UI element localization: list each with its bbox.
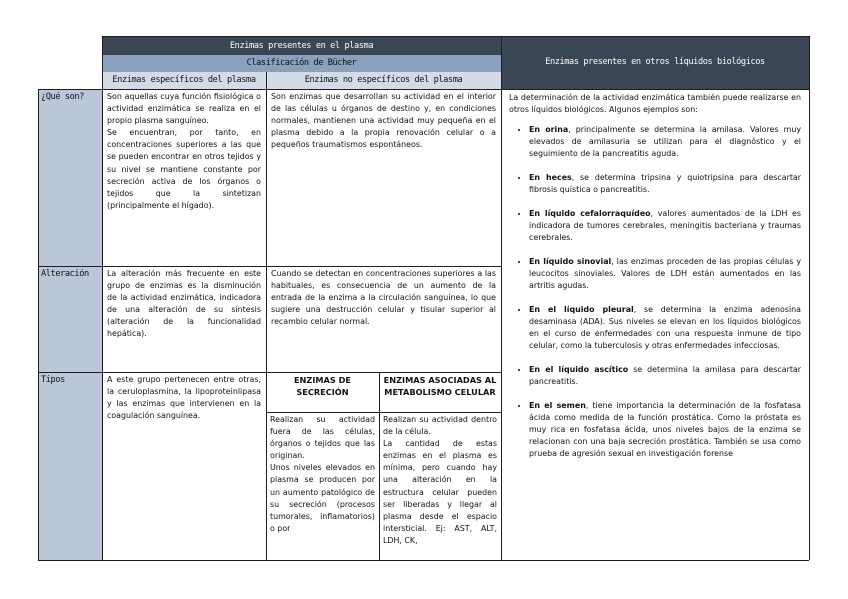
alteracion-non-specific-cell (266, 266, 501, 372)
other-fluids-header (501, 37, 809, 89)
list-item: • En el líquido pleural, se determina la enzima adenosina desaminasa (ADA). Sus niveles se elevan en los líquidos biológicos en el curso de enfermedades con una respuesta inmune de tipo celular, como la tuberculosis y otras enfermedades infecciosas. (529, 304, 801, 352)
que-son-non-specific-text: Son enzimas que desarrollan su actividad en el interior de las células u órganos de destino y, en condiciones normales, mantienen una actividad muy pequeña en el plasma debido a la propia renovación celular o a pequeños traumatismos espontáneos. (271, 92, 496, 150)
list-item: • En el semen, tiene importancia la determinación de la fosfatasa ácida como medida de la función prostática. Como la próstata es muy rica en fosfatasa ácida, unos niveles bajos de la enzima se relacionan con una baja secreción prostática. También se usa como prueba de agresión sexual en investigación forense (529, 400, 801, 460)
list-item: • En líquido cefalorraquídeo, valores aumentados de la LDH es indicadora de tumores cerebrales, meningitis bacteriana y traumas cerebrales. (529, 208, 801, 244)
grid-line-label-sep (102, 36, 103, 560)
list-item: • En líquido sinovial, las enzimas proceden de las propias células y leucocitos sinoviales. Valores de LDH están aumentados en las artritis agudas. (529, 256, 801, 292)
alteracion-specific-cell (102, 266, 266, 372)
classification-title: Clasificación de Bücher (246, 58, 357, 68)
secretion-cell (266, 412, 379, 560)
metabolism-p2: La cantidad de estas enzimas en el plasma es mínima, pero cuando hay una alteración en la estructura celular pueden ser liberadas y llegar al plasma desde el espacio intersticial. Ej: AST, ALT, LDH, CK, (383, 439, 497, 545)
tipos-specific-text: A este grupo pertenecen entre otras, la ceruloplasmina, la lipoproteinlipasa y las enzimas que intervienen en la coagulación sanguínea. (107, 375, 261, 421)
metabolism-p1: Realizan su actividad dentro de la célula. (383, 415, 497, 437)
que-son-non-specific-cell (266, 89, 501, 266)
plasma-title: Enzimas presentes en el plasma (229, 41, 374, 51)
row-label-que-son: ¿Qué son? (38, 89, 102, 266)
other-fluids-list (509, 124, 801, 460)
list-item: • En heces, se determina tripsina y quiotripsina para descartar fibrosis quística o pancreatitis. (529, 172, 801, 196)
grid-line-row1 (38, 266, 501, 267)
metabolism-cell (379, 412, 501, 560)
grid-line-left (38, 89, 39, 560)
specific-title: Enzimas específicos del plasma (112, 75, 256, 85)
other-fluids-intro: La determinación de la actividad enzimática también puede realizarse en otros líquidos biológicos. Algunos ejemplos son: (509, 93, 801, 114)
row-label-tipos: Tipos (38, 372, 102, 560)
secretion-p2: Unos niveles elevados en plasma se producen por un aumento patológico de su secreción (procesos tumorales, inflamatorios) o por (270, 463, 375, 533)
grid-line-top (102, 36, 809, 37)
specific-header (102, 72, 266, 89)
list-item: • En orina, principalmente se determina la amilasa. Valores muy elevados de amilasuria se utilizan para el diagnóstico y el seguimiento de la pancreatitis aguda. (529, 124, 801, 160)
secretion-p1: Realizan su actividad fuera de las células, órganos o tejidos que las originan. (270, 415, 375, 461)
grid-line-right-sep (501, 36, 502, 560)
grid-line-subheader (266, 412, 501, 413)
alteracion-specific-text: La alteración más frecuente en este grupo de enzimas es la disminución de la actividad enzimática, indicadora de una alteración de su síntesis (alteración de la funcionalidad hepática). (107, 269, 261, 339)
tipos-specific-cell (102, 372, 266, 560)
alteracion-non-specific-text: Cuando se detectan en concentraciones superiores a las habituales, es consecuencia de un aumento de la entrada de la enzima a la circulación sanguínea, lo que sugiere una destrucción celular y tisular superior al recambio celular normal. (271, 269, 496, 327)
metabolism-header: ENZIMAS ASOCIADAS AL METABOLISMO CELULAR (383, 375, 497, 397)
que-son-specific-cell (102, 89, 266, 266)
list-item: • En el líquido ascítico se determina la amilasa para descartar pancreatitis. (529, 364, 801, 388)
other-fluids-title: Enzimas presentes en otros líquidos biológicos (545, 57, 765, 67)
other-fluids-cell (501, 89, 809, 560)
grid-line-bottom (38, 560, 809, 561)
que-son-specific-p2: Se encuentran, por tanto, en concentraciones superiores a las que se pueden encontrar en otros tejidos y su nivel se mantiene constante por secreción activa de los órganos o tejidos que la sintetizan (principalmente el hígado). (107, 128, 261, 210)
grid-line-subcol-sep (379, 372, 380, 560)
non-specific-header (266, 72, 501, 89)
grid-line-specific-sep (266, 72, 267, 560)
secretion-header: ENZIMAS DE SECRECIÓN (293, 375, 352, 397)
grid-line-right (809, 36, 810, 560)
classification-header (102, 55, 501, 72)
non-specific-title: Enzimas no específicos del plasma (304, 75, 463, 85)
que-son-specific-p1: Son aquellas cuya función fisiológica o actividad enzimática se realiza en el propio plasma sanguíneo. (107, 92, 261, 126)
grid-line-header-bottom (38, 89, 809, 90)
grid-line-row2 (38, 372, 501, 373)
plasma-title-header (102, 37, 501, 55)
row-label-alteracion: Alteración (38, 266, 102, 372)
